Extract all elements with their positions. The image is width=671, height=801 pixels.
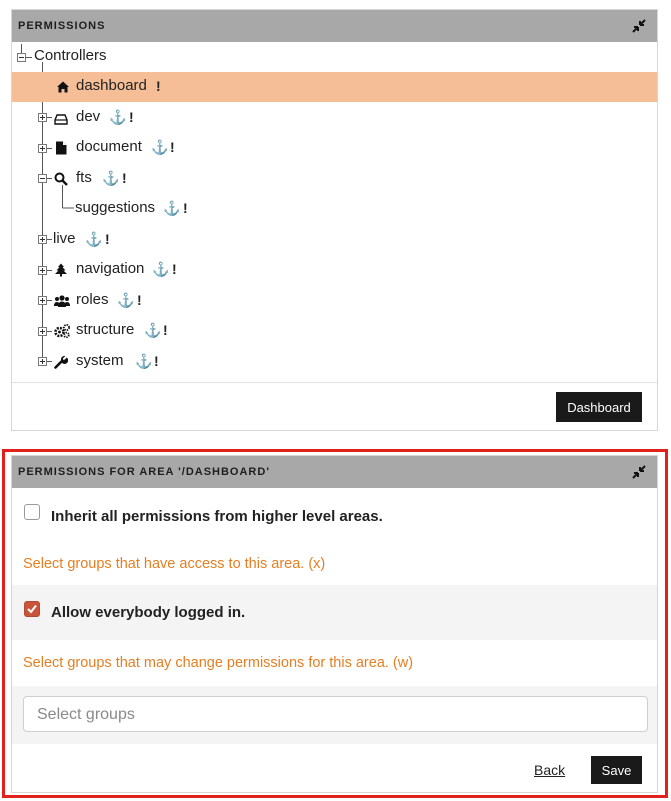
tree-node-navigation[interactable] <box>12 255 657 285</box>
select-groups-placeholder: Select groups <box>37 706 135 723</box>
anchor-icon[interactable]: ⚓ <box>109 109 127 125</box>
drive-icon <box>54 112 68 126</box>
collapse-icon[interactable] <box>631 18 647 34</box>
tree-node-roles[interactable] <box>12 286 657 316</box>
wrench-icon <box>54 355 68 369</box>
access-hint-row <box>12 538 657 584</box>
change-hint: Select groups that may change permissions for this area. (w) <box>23 655 414 671</box>
inherit-row <box>12 488 657 538</box>
users-icon <box>54 294 70 308</box>
tree-node-label: navigation <box>76 260 145 277</box>
permissions-panel-header <box>12 10 657 42</box>
area-panel-title: PERMISSIONS FOR AREA '/DASHBOARD' <box>18 466 270 478</box>
anchor-icon[interactable]: ⚓ <box>144 322 162 338</box>
flag-icon[interactable]: ! <box>163 322 168 338</box>
anchor-icon[interactable]: ⚓ <box>163 200 181 216</box>
dashboard-button[interactable]: Dashboard <box>556 392 642 422</box>
tree-node-live[interactable] <box>12 225 657 255</box>
permissions-panel <box>11 9 658 431</box>
root-collapse-toggle <box>18 54 33 62</box>
flag-icon[interactable]: ! <box>170 139 175 155</box>
everybody-row <box>12 585 657 640</box>
collapse-icon[interactable] <box>631 464 647 480</box>
anchor-icon[interactable]: ⚓ <box>117 292 135 308</box>
tree-node-label: dev <box>76 108 101 125</box>
save-button[interactable]: Save <box>591 756 642 784</box>
flag-icon[interactable]: ! <box>122 170 127 186</box>
tree-node-document[interactable] <box>12 133 657 163</box>
checkmark-icon <box>26 603 38 615</box>
inherit-label: Inherit all permissions from higher level areas. <box>51 508 383 525</box>
flag-icon[interactable]: ! <box>129 109 134 125</box>
area-panel-header <box>12 456 657 488</box>
change-hint-row <box>12 640 657 686</box>
tree-node-dev[interactable] <box>12 103 657 133</box>
tree-root-controllers[interactable]: Controllers <box>34 47 107 64</box>
tree-node-label: structure <box>76 321 135 338</box>
flag-icon[interactable]: ! <box>137 292 142 308</box>
anchor-icon[interactable]: ⚓ <box>85 231 103 247</box>
tree-icon <box>54 263 68 277</box>
anchor-icon[interactable]: ⚓ <box>102 170 120 186</box>
permissions-panel-title: PERMISSIONS <box>18 20 106 32</box>
tree-node-label: system <box>76 352 124 369</box>
tree-node-label: fts <box>76 169 92 186</box>
access-hint: Select groups that have access to this area. (x) <box>23 556 326 572</box>
tree-node-system[interactable] <box>12 347 657 377</box>
select-groups-input[interactable] <box>23 696 648 732</box>
area-permissions-panel <box>11 455 658 793</box>
file-icon <box>54 141 68 155</box>
tree-node-dashboard[interactable] <box>12 72 657 102</box>
flag-icon[interactable]: ! <box>105 231 110 247</box>
tree-node-fts[interactable] <box>12 164 657 194</box>
flag-icon[interactable]: ! <box>183 200 188 216</box>
anchor-icon[interactable]: ⚓ <box>135 353 153 369</box>
back-link[interactable]: Back <box>534 762 566 778</box>
gears-icon <box>54 324 70 338</box>
controllers-tree <box>12 42 657 382</box>
inherit-checkbox[interactable] <box>24 504 40 520</box>
tree-node-structure[interactable] <box>12 316 657 346</box>
anchor-icon[interactable]: ⚓ <box>152 261 170 277</box>
everybody-label: Allow everybody logged in. <box>51 604 246 621</box>
flag-icon[interactable]: ! <box>154 353 159 369</box>
tree-node-label: suggestions <box>75 199 156 216</box>
tree-node-label: dashboard <box>76 77 147 94</box>
tree-node-label: document <box>76 138 142 155</box>
permissions-panel-footer <box>12 382 657 430</box>
flag-icon[interactable]: ! <box>172 261 177 277</box>
tree-node-label: roles <box>76 291 109 308</box>
tree-node-label: live <box>53 230 76 247</box>
anchor-icon[interactable]: ⚓ <box>151 139 169 155</box>
search-icon <box>54 172 68 186</box>
home-icon <box>56 80 70 94</box>
tree-node-suggestions[interactable] <box>12 194 657 224</box>
everybody-checkbox[interactable] <box>24 601 40 617</box>
flag-icon[interactable]: ! <box>156 78 161 94</box>
